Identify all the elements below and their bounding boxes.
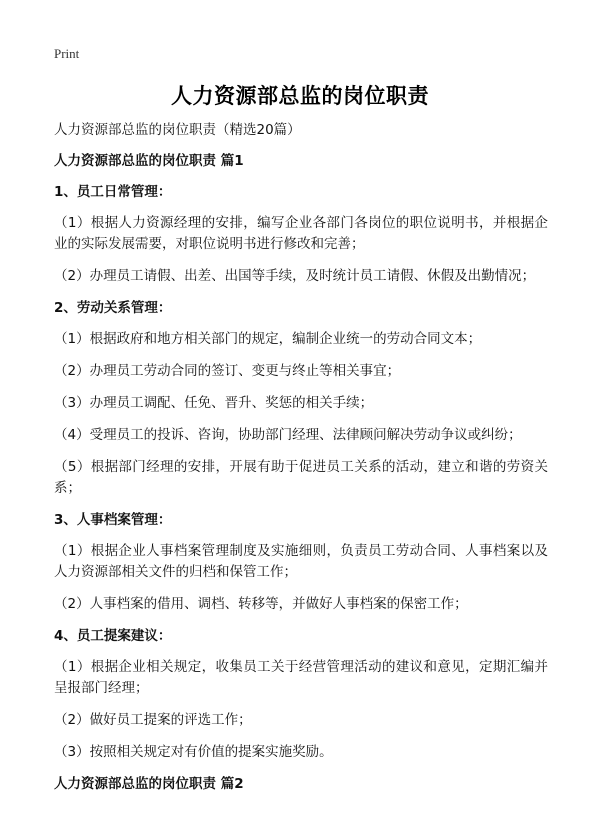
paragraph: （2）办理员工请假、出差、出国等手续，及时统计员工请假、休假及出勤情况； (54, 268, 536, 284)
item-heading-3: 3、人事档案管理： (54, 512, 172, 528)
paragraph: （1）根据政府和地方相关部门的规定，编制企业统一的劳动合同文本； (54, 331, 482, 347)
paragraph: （1）根据人力资源经理的安排，编写企业各部门各岗位的职位说明书，并根据企业的实际发展需要，对职位说明书进行修改和完善； (54, 215, 548, 252)
item-heading-2: 2、劳动关系管理： (54, 300, 172, 316)
paragraph: （1）根据企业人事档案管理制度及实施细则，负责员工劳动合同、人事档案以及人力资源部相关文件的归档和保管工作； (54, 543, 548, 580)
item-heading-1: 1、员工日常管理： (54, 184, 172, 200)
print-label: Print (54, 46, 80, 61)
document-subtitle: 人力资源部总监的岗位职责（精选20篇） (54, 122, 301, 138)
section-heading-2: 人力资源部总监的岗位职责 篇2 (54, 776, 244, 792)
paragraph: （4）受理员工的投诉、咨询，协助部门经理、法律顾问解决劳动争议或纠纷； (54, 427, 522, 443)
paragraph: （2）办理员工劳动合同的签订、变更与终止等相关事宜； (54, 363, 401, 379)
paragraph: （1）根据企业相关规定，收集员工关于经营管理活动的建议和意见，定期汇编并呈报部门经理； (54, 659, 548, 696)
paragraph: （3）按照相关规定对有价值的提案实施奖励。 (54, 744, 333, 760)
document-title: 人力资源部总监的岗位职责 (171, 84, 429, 108)
document-body (54, 120, 548, 805)
paragraph: （2）做好员工提案的评选工作； (54, 712, 252, 728)
item-heading-4: 4、员工提案建议： (54, 628, 172, 644)
paragraph: （3）办理员工调配、任免、晋升、奖惩的相关手续； (54, 395, 374, 411)
paragraph: （5）根据部门经理的安排，开展有助于促进员工关系的活动，建立和谐的劳资关系； (54, 459, 548, 496)
paragraph: （2）人事档案的借用、调档、转移等，并做好人事档案的保密工作； (54, 596, 468, 612)
section-heading-1: 人力资源部总监的岗位职责 篇1 (54, 153, 244, 169)
